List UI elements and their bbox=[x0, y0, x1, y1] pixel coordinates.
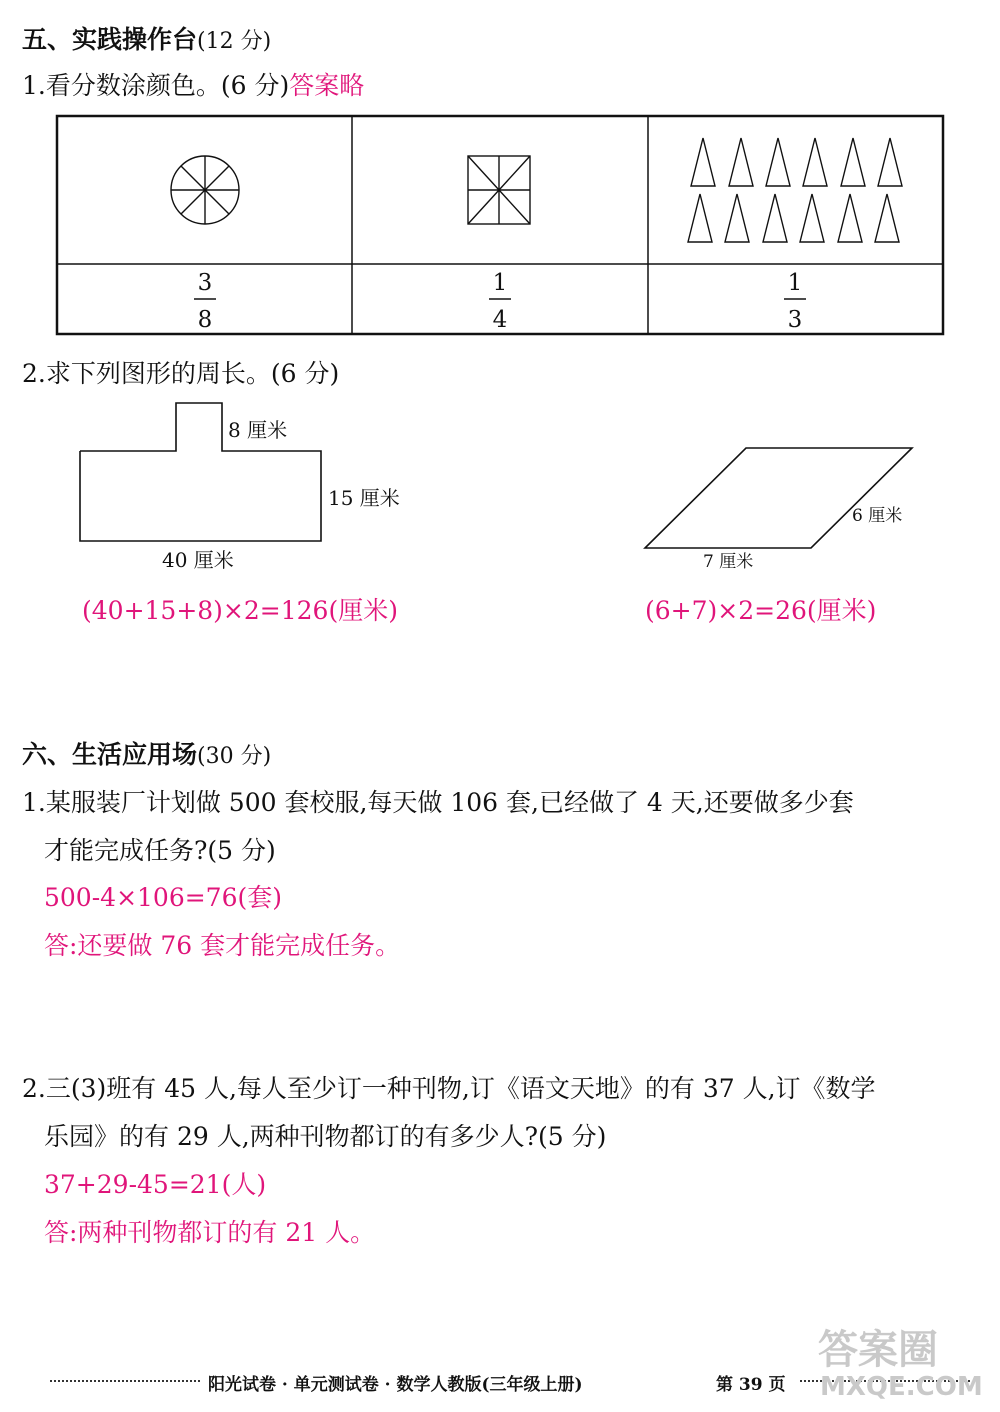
fraction2-numerator: 1 bbox=[492, 270, 508, 296]
fraction3-denominator: 3 bbox=[787, 307, 803, 333]
footer-dots-left bbox=[50, 1380, 200, 1382]
footer-page-number: 第 39 页 bbox=[716, 1375, 786, 1395]
square-eighths-figure bbox=[468, 156, 530, 224]
fraction-coloring-table bbox=[0, 0, 1000, 345]
fraction3-numerator: 1 bbox=[787, 270, 803, 296]
triangles-figure bbox=[688, 138, 902, 242]
s6-q1-line2: 才能完成任务?(5 分) bbox=[44, 836, 276, 865]
fig1-right-label: 15 厘米 bbox=[328, 486, 400, 510]
s6-q1-answer: 答:还要做 76 套才能完成任务。 bbox=[44, 931, 401, 960]
circle-eighths-figure bbox=[171, 156, 239, 224]
watermark-logo: 答案圈 bbox=[818, 1327, 938, 1373]
s5-q2-answer2: (6+7)×2=26(厘米) bbox=[645, 596, 877, 625]
s6-q2-answer: 答:两种刊物都订的有 21 人。 bbox=[44, 1218, 376, 1247]
perimeter-figures bbox=[0, 390, 1000, 590]
s5-q1-answer: 答案略 bbox=[289, 71, 365, 100]
fraction2-denominator: 4 bbox=[492, 307, 508, 333]
section6-score: (30 分) bbox=[197, 744, 272, 769]
s5-q2-text: 2.求下列图形的周长。(6 分) bbox=[22, 359, 340, 388]
parallelogram-figure bbox=[645, 448, 912, 548]
s6-q2-calc: 37+29-45=21(人) bbox=[44, 1170, 267, 1199]
fig2-side-label: 6 厘米 bbox=[852, 506, 903, 526]
fraction1-numerator: 3 bbox=[197, 270, 213, 296]
section5-title: 五、实践操作台(12 分) bbox=[22, 25, 272, 54]
s6-q1-calc: 500-4×106=76(套) bbox=[44, 883, 283, 912]
s6-q2-line2: 乐园》的有 29 人,两种刊物都订的有多少人?(5 分) bbox=[44, 1122, 607, 1151]
s5-q2-answer1: (40+15+8)×2=126(厘米) bbox=[82, 596, 398, 625]
watermark-url: MXQE.COM bbox=[820, 1372, 983, 1402]
fraction1-denominator: 8 bbox=[197, 307, 213, 333]
section5-score: (12 分) bbox=[197, 29, 272, 54]
s6-q2-line1: 2.三(3)班有 45 人,每人至少订一种刊物,订《语文天地》的有 37 人,订《数学 bbox=[22, 1074, 876, 1103]
fig1-top-label: 8 厘米 bbox=[228, 418, 288, 442]
s5-q1-text: 1.看分数涂颜色。(6 分)答案略 bbox=[22, 71, 365, 100]
footer-text: 阳光试卷 · 单元测试卷 · 数学人教版(三年级上册) bbox=[208, 1375, 583, 1395]
s6-q1-line1: 1.某服装厂计划做 500 套校服,每天做 106 套,已经做了 4 天,还要做多少套 bbox=[22, 788, 854, 817]
section6-title: 六、生活应用场(30 分) bbox=[22, 740, 272, 769]
fig1-bottom-label: 40 厘米 bbox=[162, 548, 234, 572]
fig2-bottom-label: 7 厘米 bbox=[703, 552, 754, 572]
